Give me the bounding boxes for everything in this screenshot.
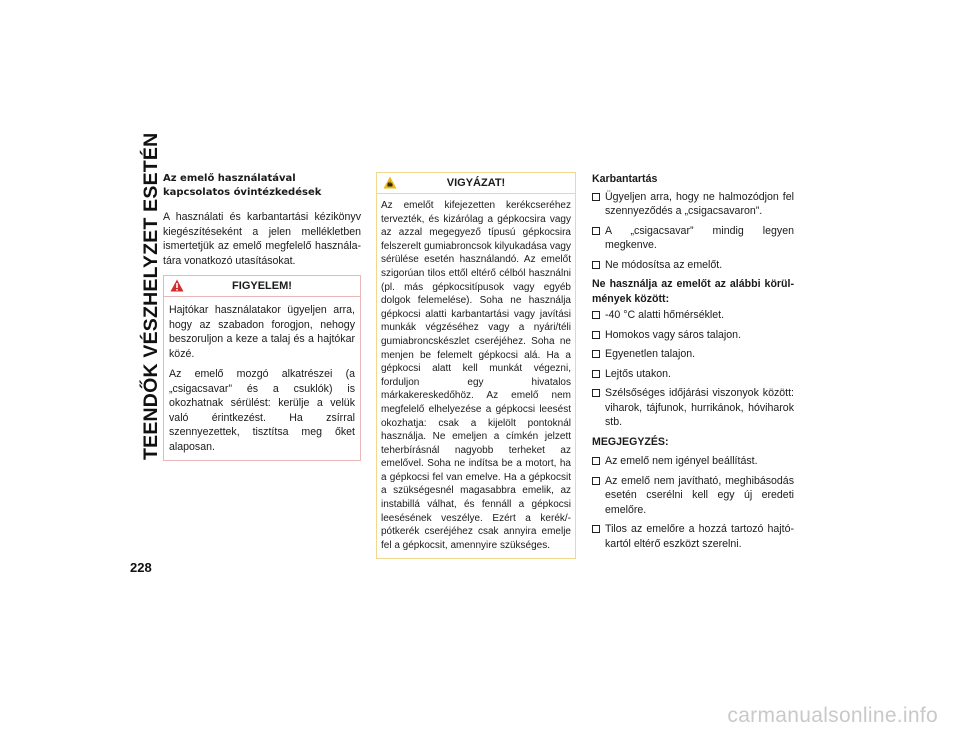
exclamation-triangle-icon xyxy=(170,279,184,292)
list-item: Az emelő nem igényel beállítást. xyxy=(592,454,794,469)
chapter-side-title xyxy=(136,132,166,460)
checkbox-square-icon xyxy=(592,227,600,235)
figyelem-paragraph-1: Hajtókar használatakor ügyeljen arra, hogy az szabadon forogjon, nehogy beszoruljon a keze a talaj és a hajtókar közé. xyxy=(169,304,355,360)
figyelem-box-header xyxy=(164,276,360,297)
checkbox-square-icon xyxy=(592,525,600,533)
intro-paragraph: A használati és karbantartási kézikönyv kiegészítéseként a jelen mellékletben ismertetjük az emelő megfelelő használa-tára vonatkozó utasításokat. xyxy=(163,211,361,267)
watermark: carmanualsonline.info xyxy=(727,704,938,727)
vigyazat-box xyxy=(376,172,576,559)
figyelem-box-body xyxy=(164,297,360,460)
list-item: Homokos vagy sáros talajon. xyxy=(592,328,794,343)
list-item: Tilos az emelőre a hozzá tartozó hajtó-kartól eltérő eszközt szerelni. xyxy=(592,522,794,551)
checkbox-square-icon xyxy=(592,370,600,378)
list-item: Egyenetlen talajon. xyxy=(592,347,794,362)
maintenance-list xyxy=(592,190,794,273)
notes-heading: MEGJEGYZÉS: xyxy=(592,435,669,448)
list-item: Ügyeljen arra, hogy ne halmozódjon fel szennyeződés a „csigacsavaron”. xyxy=(592,190,794,219)
checkbox-square-icon xyxy=(592,389,600,397)
hand-warning-icon xyxy=(383,176,397,189)
vigyazat-box-header xyxy=(377,173,575,194)
notes-list xyxy=(592,454,794,551)
figyelem-title: FIGYELEM! xyxy=(232,280,292,292)
checkbox-square-icon xyxy=(592,193,600,201)
column-left xyxy=(163,172,361,461)
vigyazat-box-body xyxy=(377,194,575,558)
list-item: A „csigacsavar” mindig legyen megkenve. xyxy=(592,224,794,253)
checkbox-square-icon xyxy=(592,457,600,465)
list-item: Ne módosítsa az emelőt. xyxy=(592,258,794,273)
list-item: Az emelő nem javítható, meghibásodás esetén cserélni kell egy új eredeti emelőre. xyxy=(592,474,794,518)
checkbox-square-icon xyxy=(592,331,600,339)
checkbox-square-icon xyxy=(592,350,600,358)
figyelem-paragraph-2: Az emelő mozgó alkatrészei (a „csigacsavar” és a csuklók) is okozhatnak sérülést: kerülje a velük való érintkezést. Ha zsírral szennyezettek, tisztítsa meg őket alaposan. xyxy=(169,368,355,453)
figyelem-box xyxy=(163,275,361,461)
checkbox-square-icon xyxy=(592,311,600,319)
vigyazat-paragraph: Az emelőt kifejezetten kerékcseréhez tervezték, és kizárólag a gépkocsira vagy az azzal megegyező típusú gépkocsira felszerelt gumiabroncsok kilyukadása vagy sérülése esetén használandó. Az emelőt szigorúan tilos ettől eltérő célból használni (pl. más gépkocsitípusok vagy egyéb dolgok felemelése). Soha ne használja gépkocsi alatti karbantartási vagy javítási munkák végzéséhez vagy a nyári/téli gumiabroncskészlet cseréjéhez. Soha ne menjen be felemelt gépkocsi alá. Ha a gépkocsi alatt kell munkát végezni, forduljon egy hivatalos márkakereskedőhöz. Az emelő nem megfelelő elhelyezése a gépkocsi leesést okozhatja: csak a kijelölt pontoknál használja. Ne emeljen a címkén jelzett teherbírásnál nagyobb terheket az emelővel. Soha ne indítsa be a motort, ha a gépkocsi fel van emelve. Ha a gépkocsit a szükségesnél magasabbra emelik, az instabillá válhat, és fennáll a gépkocsi leesésének veszélye. Ezért a kerék/-pótkerék cseréjéhez csak annyira emelje fel a gépkocsit, amennyire szükséges. xyxy=(381,200,571,551)
list-item: Szélsőséges időjárási viszonyok között: viharok, tájfunok, hurrikánok, hóviharok stb. xyxy=(592,386,794,430)
maintenance-heading: Karbantartás xyxy=(592,173,658,185)
column-middle xyxy=(376,172,576,559)
chapter-title-text: TEENDŐK VÉSZHELYZET ESETÉN xyxy=(140,132,162,460)
section-heading: Az emelő használatával kapcsolatos óvintézkedések xyxy=(163,173,322,198)
vigyazat-title: VIGYÁZAT! xyxy=(446,177,506,189)
checkbox-square-icon xyxy=(592,477,600,485)
page-number: 228 xyxy=(130,560,152,575)
conditions-list xyxy=(592,308,794,430)
list-item: Lejtős utakon. xyxy=(592,367,794,382)
column-right xyxy=(592,172,794,556)
checkbox-square-icon xyxy=(592,261,600,269)
conditions-heading: Ne használja az emelőt az alábbi körül-mények között: xyxy=(592,278,794,305)
list-item: -40 °C alatti hőmérséklet. xyxy=(592,308,794,323)
